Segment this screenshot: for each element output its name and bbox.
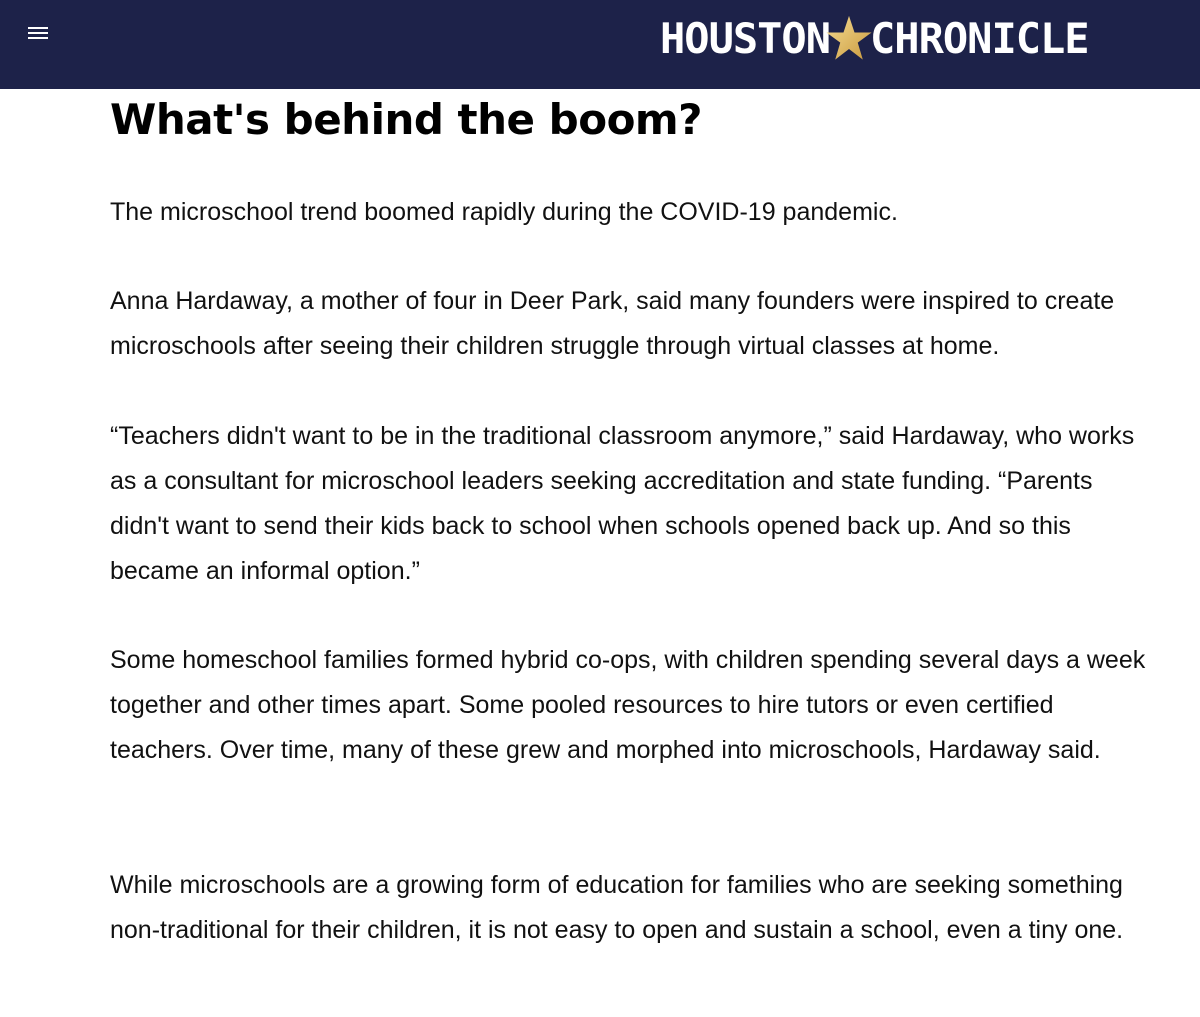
- section-headline: What's behind the boom?: [110, 95, 703, 144]
- site-header: [0, 0, 1200, 89]
- article-paragraph: The microschool trend boomed rapidly during the COVID-19 pandemic.: [110, 198, 898, 226]
- logo-text-chronicle: CHRONICLE: [870, 13, 1089, 63]
- article-body: [110, 90, 1150, 944]
- article-paragraph: Anna Hardaway, a mother of four in Deer Park, said many founders were inspired to create microschools after seeing their children struggle through virtual classes at home.: [110, 287, 1115, 360]
- article-paragraph: While microschools are a growing form of education for families who are seeking something non-traditional for their children, it is not easy to open and sustain a school, even a tiny one.: [110, 871, 1124, 944]
- article-paragraph: Some homeschool families formed hybrid co-ops, with children spending several days a week together and other times apart. Some pooled resources to hire tutors or even certified teachers. Over time, many of these grew and morphed into microschools, Hardaway said.: [110, 646, 1146, 764]
- menu-line: [28, 37, 48, 39]
- article-paragraph: “Teachers didn't want to be in the traditional classroom anymore,” said Hardaway, who works as a consultant for microschool leaders seeking accreditation and state funding. “Parents didn't want to send their kids back to school when schools opened back up. And so this became an informal option.”: [110, 422, 1135, 585]
- logo-text-houston: HOUSTON: [660, 13, 831, 63]
- menu-line: [28, 32, 48, 34]
- hamburger-menu-icon[interactable]: [28, 26, 48, 40]
- star-icon: [826, 15, 872, 61]
- menu-line: [28, 27, 48, 29]
- site-logo[interactable]: [660, 10, 1089, 66]
